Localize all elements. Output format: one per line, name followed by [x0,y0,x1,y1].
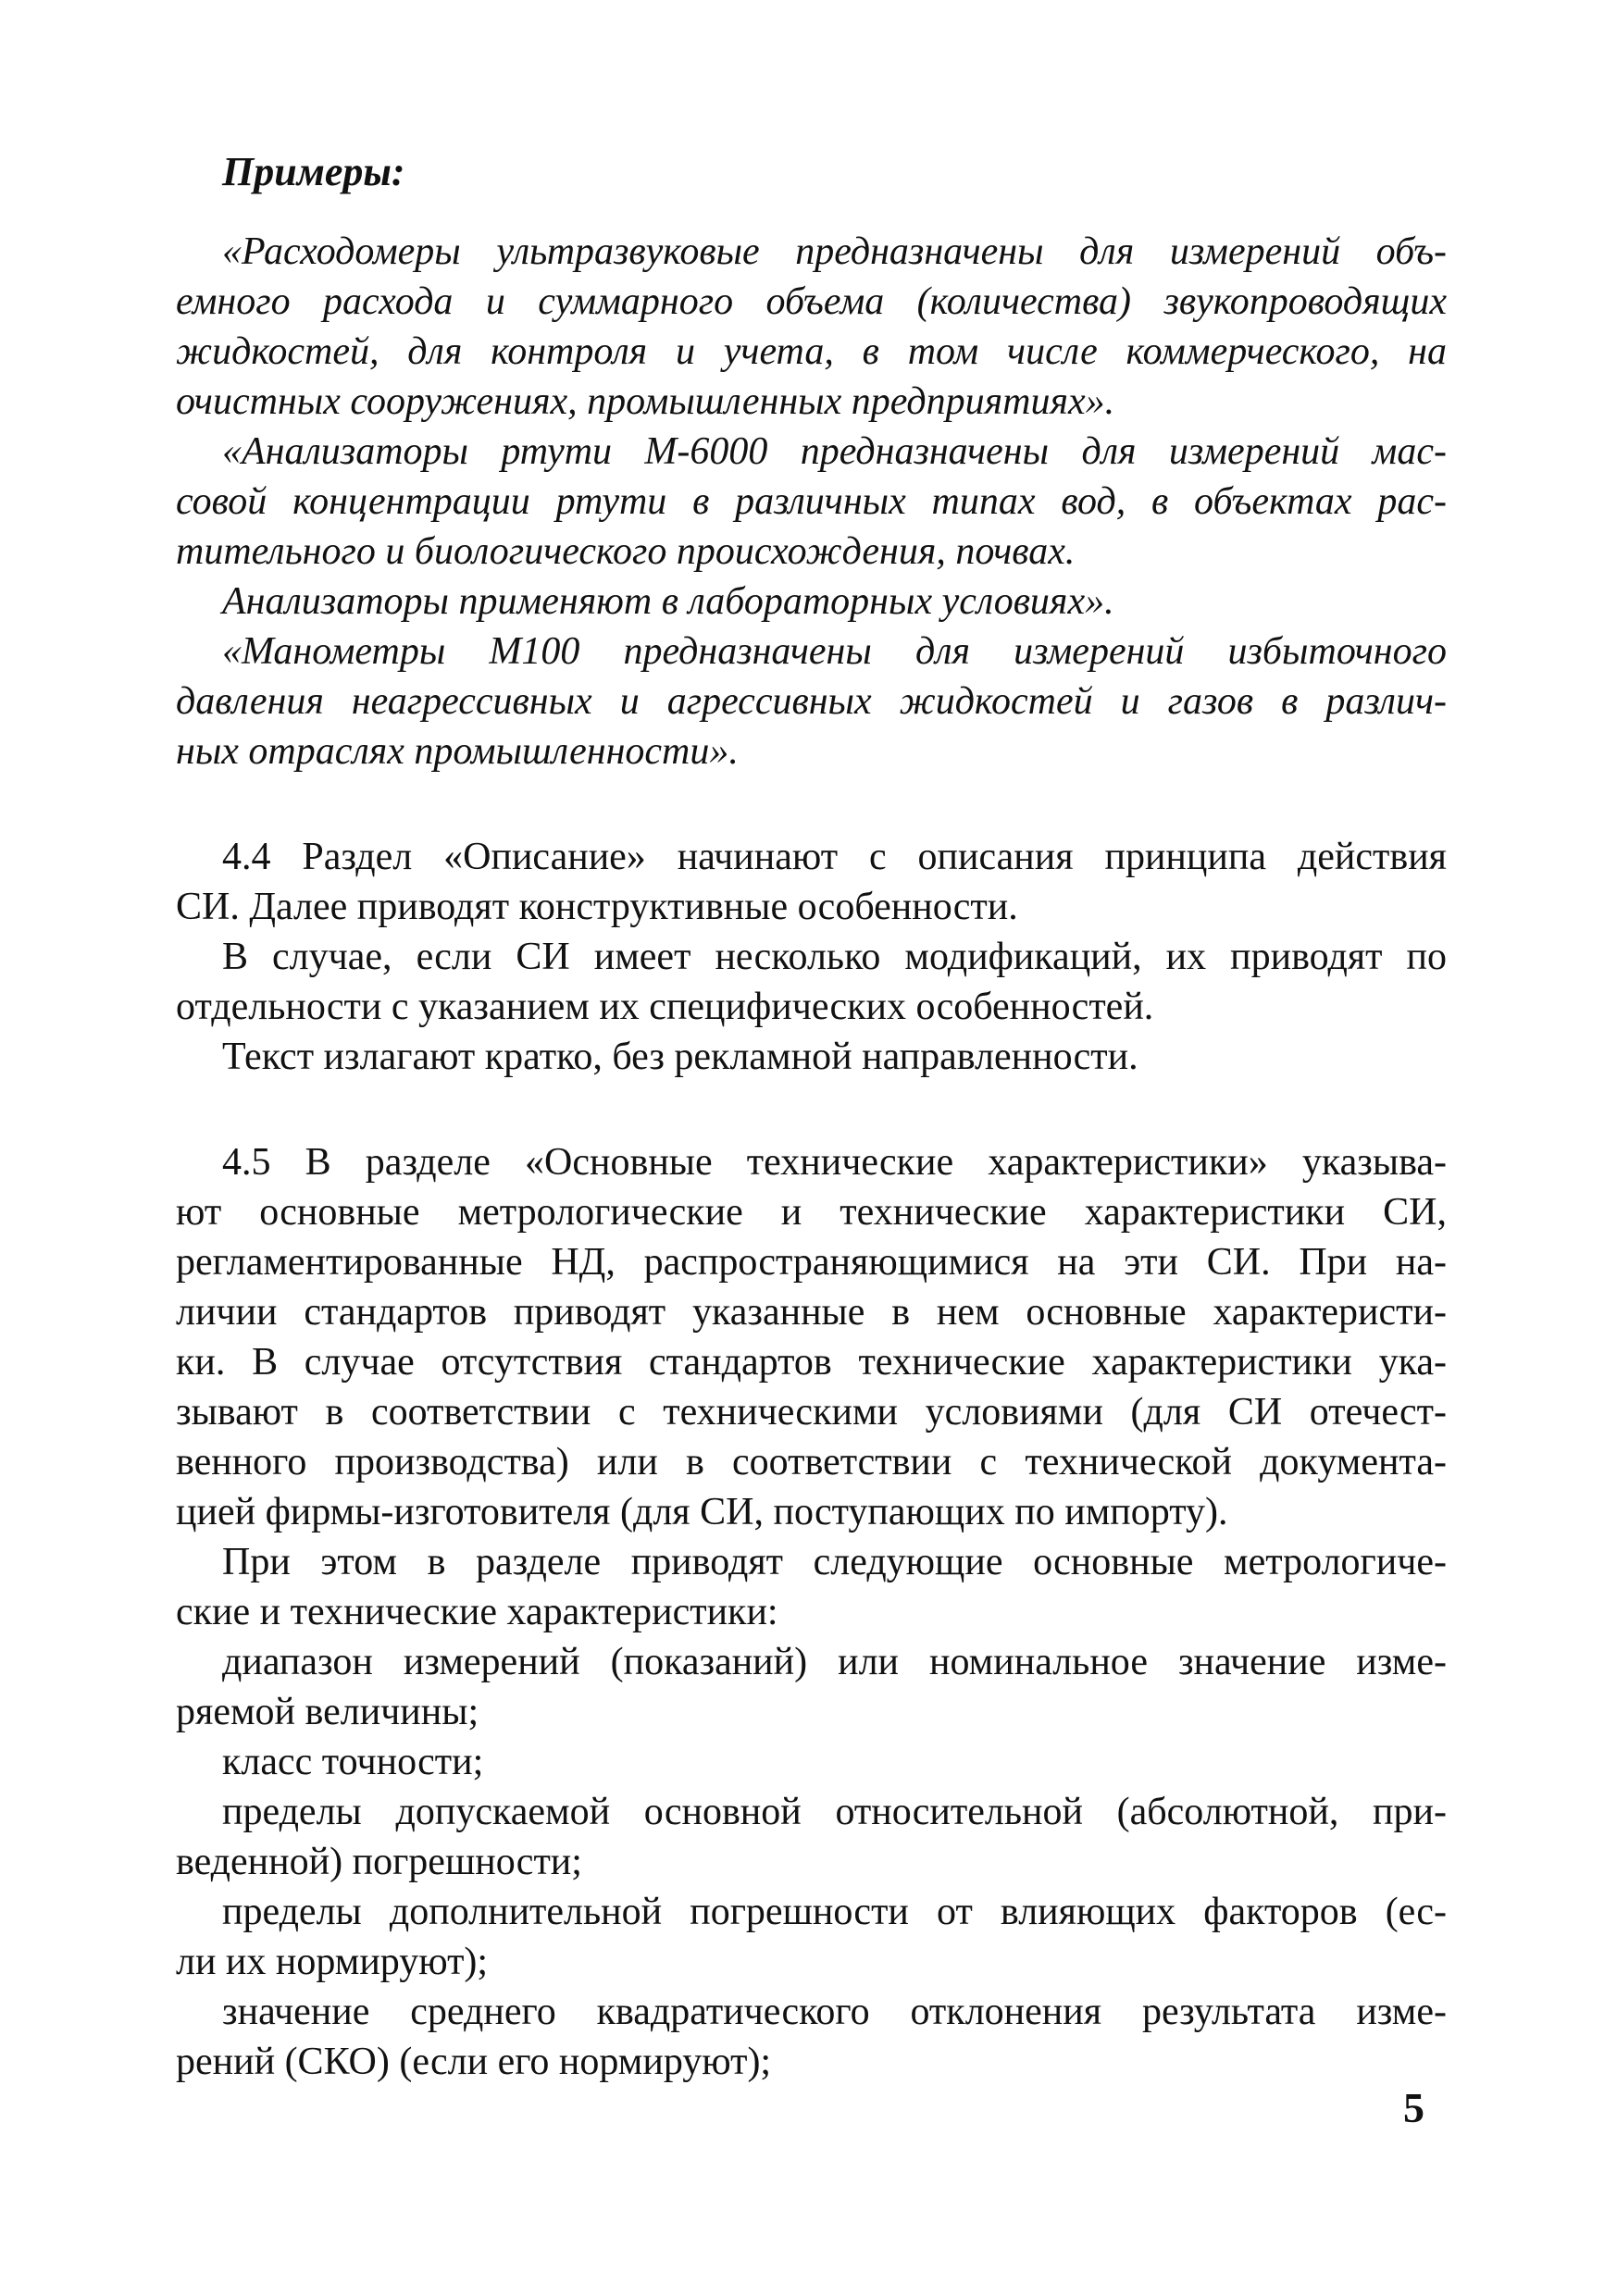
list-item-line: пределы дополнительной погрешности от влияющих факторов (ес- [222,1891,1447,1933]
section-4-5-line: цией фирмы-изготовителя (для СИ, поступающих по импорту). [176,1491,1228,1533]
list-item-line: рений (СКО) (если его нормируют); [176,2041,772,2083]
page-number: 5 [1403,2084,1424,2131]
list-item-line: класс точности; [222,1741,484,1783]
example-line: «Анализаторы ртути М-6000 предназначены для измерений мас- [222,430,1447,473]
list-item-line: пределы допускаемой основной относительной (абсолютной, при- [222,1791,1447,1833]
section-4-4-line: В случае, если СИ имеет несколько модификаций, их приводят по [222,936,1447,978]
section-4-5-line: регламентированные НД, распространяющимися на эти СИ. При на- [176,1241,1447,1284]
section-4-5-line: личии стандартов приводят указанные в нем основные характеристи- [176,1291,1447,1334]
list-item-line: диапазон измерений (показаний) или номинальное значение изме- [222,1641,1447,1683]
example-line: Анализаторы применяют в лабораторных условиях». [222,580,1114,623]
section-4-5-line: При этом в разделе приводят следующие основные метрологиче- [222,1541,1447,1583]
list-item-line: значение среднего квадратического отклонения результата изме- [222,1991,1447,2033]
section-4-5-line: ские и технические характеристики: [176,1591,778,1633]
list-item-line: ряемой величины; [176,1691,479,1733]
section-4-4-line: отдельности с указанием их специфических особенностей. [176,986,1154,1028]
examples-heading: Примеры: [222,149,405,194]
example-line: «Манометры М100 предназначены для измерений избыточного [222,630,1447,673]
example-line: давления неагрессивных и агрессивных жидкостей и газов в различ- [176,680,1447,723]
section-4-5-line: ки. В случае отсутствия стандартов технические характеристики ука- [176,1341,1447,1384]
section-4-5-line: ют основные метрологические и технические характеристики СИ, [176,1191,1447,1234]
example-line: «Расходомеры ультразвуковые предназначены для измерений объ- [222,230,1447,273]
section-4-5-line: 4.5 В разделе «Основные технические характеристики» указыва- [222,1141,1447,1184]
example-line: емного расхода и суммарного объема (количества) звукопроводящих [176,280,1447,323]
example-line: жидкостей, для контроля и учета, в том числе коммерческого, на [176,330,1447,373]
example-line: тительного и биологического происхождения, почвах. [176,530,1076,573]
section-4-4-line: Текст излагают кратко, без рекламной направленности. [222,1036,1138,1078]
example-line: очистных сооружениях, промышленных предприятиях». [176,380,1115,423]
list-item-line: ли их нормируют); [176,1941,489,1983]
section-4-4-line: СИ. Далее приводят конструктивные особенности. [176,886,1018,928]
section-4-5-line: зывают в соответствии с техническими условиями (для СИ отечест- [176,1391,1447,1433]
example-line: совой концентрации ртути в различных типах вод, в объектах рас- [176,480,1447,523]
section-4-4-line: 4.4 Раздел «Описание» начинают с описания принципа действия [222,836,1447,878]
section-4-5-line: венного производства) или в соответствии с технической документа- [176,1441,1447,1483]
list-item-line: веденной) погрешности; [176,1841,582,1883]
example-line: ных отраслях промышленности». [176,730,739,773]
